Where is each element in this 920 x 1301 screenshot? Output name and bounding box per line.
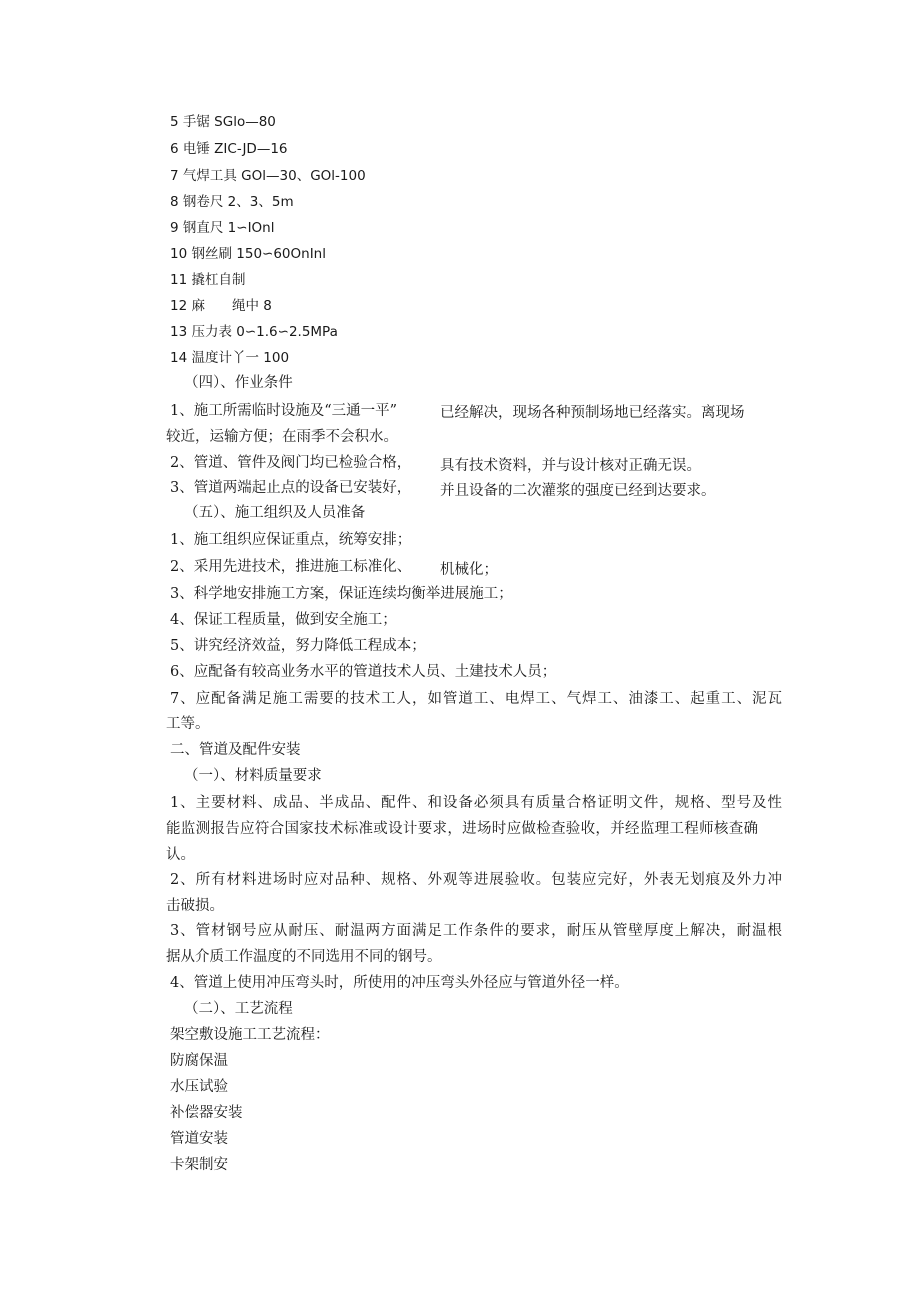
tool-item: 11 撬杠自制	[170, 272, 246, 288]
paragraph-line: 已经解决，现场各种预制场地已经落实。离现场	[440, 405, 745, 421]
paragraph-line: 7、应配备满足施工需要的技术工人，如管道工、电焊工、气焊工、油漆工、起重工、泥瓦	[170, 691, 782, 707]
section-heading: （二）、工艺流程	[184, 1001, 293, 1017]
flow-step: 管道安装	[170, 1131, 228, 1147]
paragraph-line: 3、管材钢号应从耐压、耐温两方面满足工作条件的要求，耐压从管壁厚度上解决，耐温根	[170, 923, 782, 939]
paragraph-line: 4、保证工程质量，做到安全施工；	[170, 612, 397, 628]
flow-step: 补偿器安装	[170, 1105, 243, 1121]
tool-item: 8 钢卷尺 2、3、5m	[170, 194, 294, 210]
paragraph-line: 1、施工组织应保证重点，统筹安排；	[170, 532, 412, 548]
paragraph-line: 5、讲究经济效益，努力降低工程成本；	[170, 638, 426, 654]
section-heading: （一）、材料质量要求	[184, 768, 322, 784]
flow-step: 水压试验	[170, 1079, 228, 1095]
tool-item: 7 气焊工具 GOl—30、GOl-100	[170, 168, 366, 184]
paragraph-line: 4、管道上使用冲压弯头时，所使用的冲压弯头外径应与管道外径一样。	[170, 975, 629, 991]
paragraph-line: 6、应配备有较高业务水平的管道技术人员、土建技术人员；	[170, 664, 557, 680]
paragraph-line: 工等。	[166, 716, 210, 732]
paragraph-line: 2、采用先进技术，推进施工标准化、	[170, 559, 412, 575]
paragraph-line: 1、主要材料、成品、半成品、配件、和设备必须具有质量合格证明文件，规格、型号及性	[170, 795, 782, 811]
paragraph-line: 2、管道、管件及阀门均已检验合格，	[170, 455, 412, 471]
flow-title: 架空敷设施工工艺流程：	[170, 1027, 330, 1043]
paragraph-line: 3、科学地安排施工方案，保证连续均衡举进展施工；	[170, 586, 513, 602]
tool-item: 10 钢丝刷 150∽60OnInl	[170, 246, 326, 262]
paragraph-line: 击破损。	[166, 898, 224, 914]
paragraph-line: 1、施工所需临时设施及“三通一平”	[170, 403, 398, 419]
paragraph-line: 并且设备的二次灌浆的强度已经到达要求。	[440, 483, 716, 499]
paragraph-line: 2、所有材料进场时应对品种、规格、外观等进展验收。包装应完好，外表无划痕及外力冲	[170, 872, 782, 888]
tool-item: 12 麻 绳中 8	[170, 298, 272, 314]
part-heading: 二、管道及配件安装	[170, 742, 301, 758]
flow-step: 防腐保温	[170, 1053, 228, 1069]
tool-item: 9 钢直尺 1∽IOnl	[170, 220, 275, 236]
tool-item: 14 温度计丫一 100	[170, 350, 290, 366]
paragraph-line: 具有技术资料，并与设计核对正确无误。	[440, 458, 701, 474]
tool-item: 5 手锯 SGlo—80	[170, 114, 276, 130]
paragraph-line: 机械化；	[440, 562, 498, 578]
paragraph-line: 认。	[166, 847, 195, 863]
paragraph-line: 3、管道两端起止点的设备已安装好，	[170, 480, 412, 496]
tool-item: 13 压力表 0∽1.6∽2.5MPa	[170, 324, 338, 340]
paragraph-line: 据从介质工作温度的不同选用不同的钢号。	[166, 949, 442, 965]
flow-step: 卡架制安	[170, 1157, 228, 1173]
paragraph-line: 较近，运输方便；在雨季不会积水。	[166, 429, 398, 445]
tool-item: 6 电锤 ZIC-JD—16	[170, 141, 288, 157]
section-heading: （五）、施工组织及人员准备	[184, 505, 366, 521]
section-heading: （四）、作业条件	[184, 375, 293, 391]
paragraph-line: 能监测报告应符合国家技术标准或设计要求，进场时应做检查验收，并经监理工程师核查确	[166, 821, 758, 837]
